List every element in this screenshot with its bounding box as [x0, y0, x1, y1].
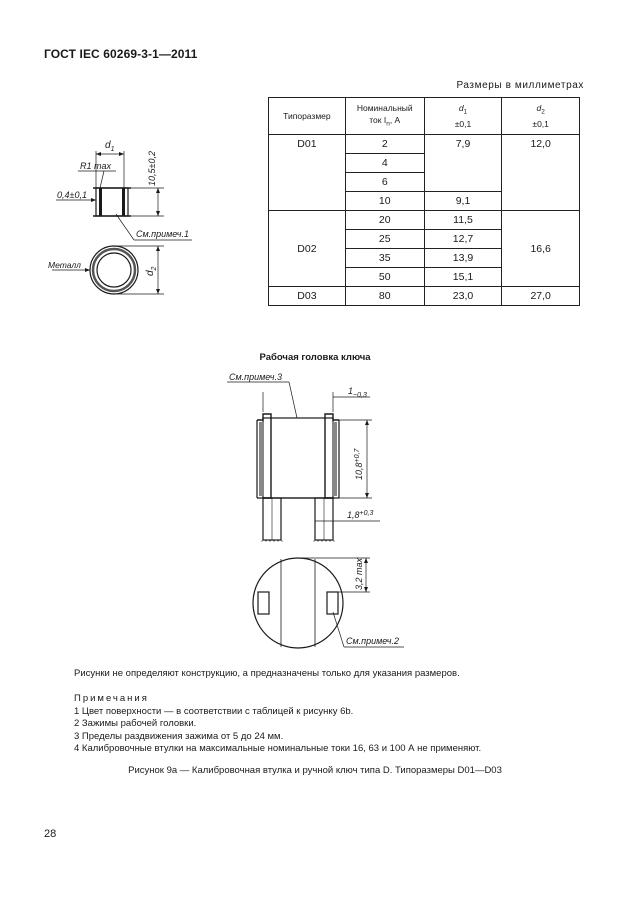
figure-remark: Рисунки не определяют конструкцию, а предназначены только для указания размеров. [74, 668, 460, 679]
notes-block [74, 693, 481, 756]
d2-cell: 27,0 [502, 287, 580, 306]
d1-cell: 15,1 [424, 268, 502, 287]
type-cell: D03 [269, 287, 346, 306]
metal-label: Металл [48, 260, 81, 270]
note-item: 3 Пределы раздвижения зажима от 5 до 24 мм. [74, 730, 284, 742]
dim-10-5: 10,5±0,2 [147, 151, 157, 186]
header-d1: $d_1$ ±0,1 [424, 98, 502, 135]
header-current: Номинальный ток $I_n$, А [345, 98, 424, 135]
header-d2: $d_2$ ±0,1 [502, 98, 580, 135]
current-cell: 50 [345, 268, 424, 287]
type-cell: D02 [269, 211, 346, 287]
notes-heading: Примечания [74, 693, 149, 704]
d1-cell: 23,0 [424, 287, 502, 306]
header-type: Типоразмер [269, 98, 346, 135]
current-cell: 10 [345, 192, 424, 211]
current-cell: 35 [345, 249, 424, 268]
key-figure-title: Рабочая головка ключа [259, 352, 371, 363]
d1-cell: 11,5 [424, 211, 502, 230]
dim-10-8: $10,8^{+0,7}$ [354, 448, 364, 480]
d2-cell: 12,0 [502, 135, 580, 211]
see-note-2: См.примеч.2 [346, 636, 399, 646]
figure-caption: Рисунок 9а — Калибровочная втулка и ручной ключ типа D. Типоразмеры D01—D03 [128, 765, 502, 776]
d1-cell: 12,7 [424, 230, 502, 249]
document-header: ГОСТ IEC 60269-3-1—2011 [44, 47, 198, 61]
d2-cell: 16,6 [502, 211, 580, 287]
note-item: 1 Цвет поверхности — в соответствии с таблицей к рисунку 6b. [74, 705, 354, 717]
d1-cell: 9,1 [424, 192, 502, 211]
current-cell: 80 [345, 287, 424, 306]
dim-1: $1_{-0,3}$ [348, 386, 367, 399]
d1-cell: 13,9 [424, 249, 502, 268]
d1-cell: 7,9 [424, 135, 502, 192]
dim-1-8: $1,8^{+0,3}$ [347, 510, 374, 520]
page-number: 28 [44, 828, 57, 840]
d2-label: $d_2$ [145, 266, 158, 276]
current-cell: 4 [345, 154, 424, 173]
note-item: 4 Калибровочные втулки на максимальные номинальные токи 16, 63 и 100 А не применяют. [74, 743, 482, 754]
current-cell: 25 [345, 230, 424, 249]
current-cell: 20 [345, 211, 424, 230]
current-cell: 6 [345, 173, 424, 192]
see-note-1: См.примеч.1 [136, 229, 189, 239]
dim-3-2: 3,2 max [354, 557, 364, 590]
see-note-3: См.примеч.3 [229, 372, 282, 382]
current-cell: 2 [345, 135, 424, 154]
type-cell: D01 [269, 135, 346, 211]
note-item: 2 Зажимы рабочей головки. [74, 718, 197, 729]
r1-max-label: R1 max [80, 161, 112, 171]
tol-0-4: 0,4±0,1 [57, 190, 87, 200]
units-note: Размеры в миллиметрах [456, 80, 584, 91]
d1-label: $d_1$ [105, 140, 115, 153]
